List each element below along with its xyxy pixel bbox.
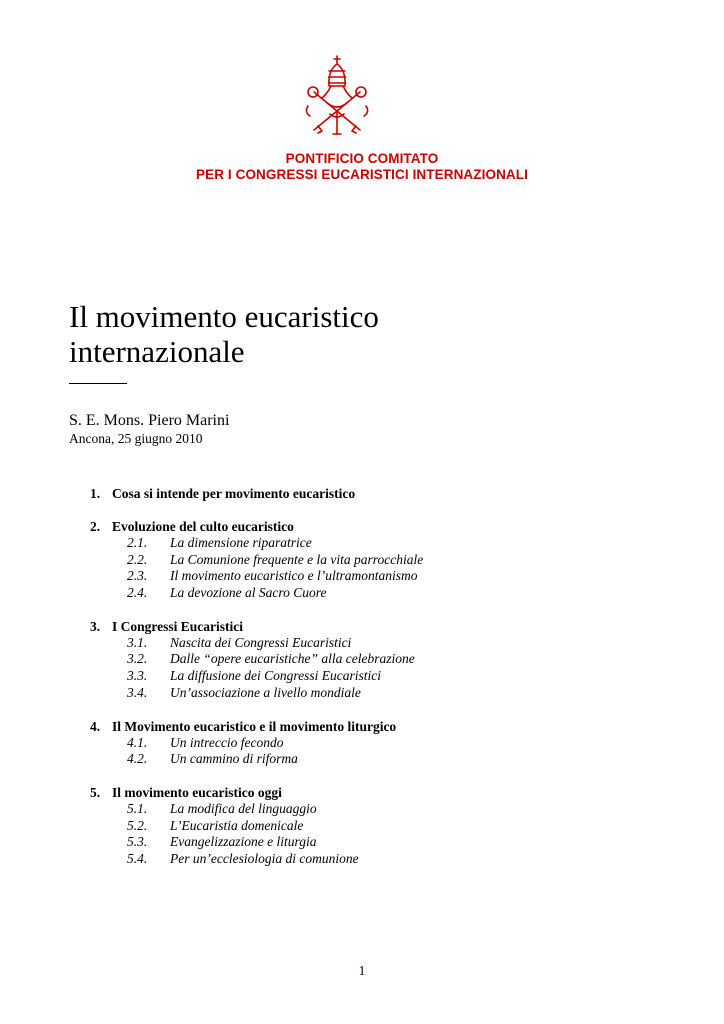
toc-subsection — [90, 801, 650, 818]
toc-subsection — [90, 735, 650, 752]
toc-subsection-number: 4.1. — [127, 734, 148, 750]
toc-section — [90, 518, 650, 602]
toc-subsection — [90, 585, 650, 602]
title-line1: Il movimento eucaristico — [69, 299, 379, 334]
toc-subsection-title: Un intreccio fecondo — [170, 734, 284, 750]
toc-subsection-number: 3.4. — [127, 684, 148, 700]
toc-section-title: Il movimento eucaristico oggi — [112, 784, 282, 800]
toc-subsection-title: Nascita dei Congressi Eucaristici — [170, 634, 352, 650]
toc-subsection — [90, 635, 650, 652]
toc-subsection-number: 2.3. — [127, 568, 148, 584]
toc-subsection-title: La dimensione riparatrice — [170, 535, 312, 550]
toc-section-title: Cosa si intende per movimento eucaristico — [112, 486, 356, 501]
toc-subsection-title: La diffusione dei Congressi Eucaristici — [170, 668, 381, 684]
toc-subsection — [90, 818, 650, 835]
toc-section-heading — [90, 618, 650, 635]
toc-section-title: Il Movimento eucaristico e il movimento liturgico — [112, 718, 397, 734]
toc-subsection-title: La devozione al Sacro Cuore — [170, 585, 327, 601]
toc-subsection-number: 3.2. — [127, 651, 148, 667]
toc-section-heading — [90, 718, 650, 735]
toc-section-heading — [90, 784, 650, 801]
toc-subsection-number: 4.2. — [127, 751, 148, 767]
toc-section — [90, 784, 650, 868]
toc-subsection-title: Evangelizzazione e liturgia — [170, 834, 317, 850]
toc-subsection — [90, 834, 650, 851]
table-of-contents — [90, 485, 650, 884]
toc-subsection-number: 5.2. — [127, 817, 148, 833]
place-date: Ancona, 25 giugno 2010 — [69, 431, 203, 446]
toc-section-title: Evoluzione del culto eucaristico — [112, 519, 294, 534]
toc-subsection — [90, 851, 650, 868]
page-number: 1 — [358, 963, 366, 978]
toc-subsection — [90, 668, 650, 685]
toc-subsection-title: La modifica del linguaggio — [170, 800, 317, 816]
toc-subsection — [90, 535, 650, 552]
toc-subsection-number: 5.1. — [127, 800, 148, 816]
toc-section-number: 4. — [90, 718, 101, 734]
toc-subsection-title: Il movimento eucaristico e l’ultramontanismo — [170, 568, 418, 584]
organization-name-line1: PONTIFICIO COMITATO — [285, 151, 439, 166]
papal-emblem-icon — [300, 54, 374, 138]
toc-subsection-title: La Comunione frequente e la vita parrocchiale — [170, 551, 424, 567]
toc-subsection-number: 3.3. — [127, 668, 148, 684]
author-name: S. E. Mons. Piero Marini — [69, 412, 230, 429]
toc-subsection-title: Un cammino di riforma — [170, 751, 298, 767]
document-title — [69, 299, 669, 369]
toc-subsection-title: Un’associazione a livello mondiale — [170, 684, 361, 700]
toc-section-number: 3. — [90, 618, 101, 634]
toc-section-heading — [90, 518, 650, 535]
toc-section-number: 1. — [90, 486, 101, 501]
toc-subsection-number: 3.1. — [127, 634, 148, 650]
toc-subsection — [90, 685, 650, 702]
toc-section-number: 5. — [90, 784, 101, 800]
toc-subsection-title: L’Eucaristia domenicale — [170, 817, 304, 833]
title-divider — [69, 383, 127, 384]
title-line2: internazionale — [69, 334, 245, 369]
toc-section — [90, 485, 650, 502]
toc-subsection-number: 5.3. — [127, 834, 148, 850]
toc-section-heading — [90, 485, 650, 502]
toc-subsection-title: Dalle “opere eucaristiche” alla celebrazione — [170, 651, 415, 667]
toc-section-title: I Congressi Eucaristici — [112, 618, 243, 634]
toc-subsection — [90, 552, 650, 569]
toc-subsection — [90, 568, 650, 585]
toc-subsection-title: Per un’ecclesiologia di comunione — [170, 850, 359, 866]
toc-subsection-number: 2.1. — [127, 535, 148, 550]
toc-section-number: 2. — [90, 519, 101, 534]
toc-subsection-number: 2.2. — [127, 551, 148, 567]
toc-subsection-number: 5.4. — [127, 850, 148, 866]
toc-subsection — [90, 651, 650, 668]
toc-subsection — [90, 751, 650, 768]
toc-section — [90, 718, 650, 768]
toc-section — [90, 618, 650, 702]
toc-subsection-number: 2.4. — [127, 585, 148, 601]
organization-name-line2: PER I CONGRESSI EUCARISTICI INTERNAZIONALI — [196, 167, 528, 182]
